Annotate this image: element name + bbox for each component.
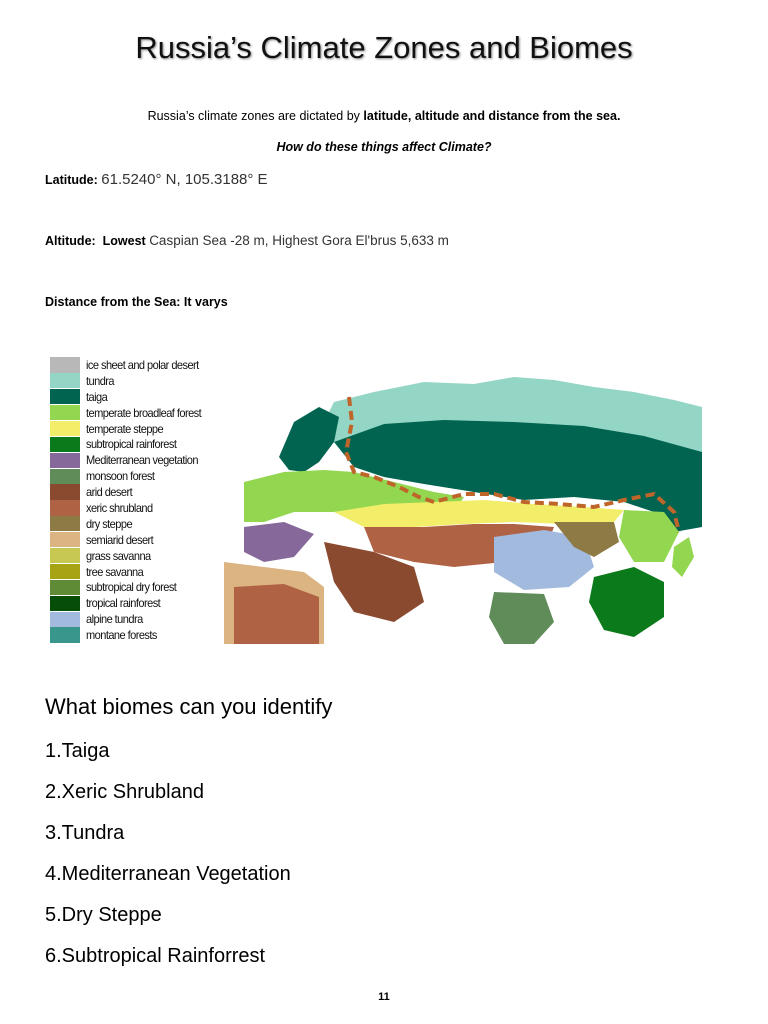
biome-list-item: 2.Xeric Shrubland — [45, 781, 204, 803]
intro-bold: latitude, altitude and distance from the sea. — [363, 109, 621, 123]
legend-label: subtropical dry forest — [86, 580, 177, 595]
question-text: How do these things affect Climate? — [276, 140, 492, 154]
legend-label: subtropical rainforest — [86, 437, 177, 452]
altitude-line — [45, 233, 449, 248]
latitude-label: Latitude: — [45, 173, 98, 187]
legend-item — [50, 468, 220, 484]
legend-label: xeric shrubland — [86, 500, 153, 515]
legend-label: tree savanna — [86, 564, 144, 579]
legend-swatch — [50, 469, 80, 484]
legend-swatch — [50, 373, 80, 388]
legend-swatch — [50, 564, 80, 579]
legend-item — [50, 500, 220, 516]
legend-label: ice sheet and polar desert — [86, 357, 199, 372]
legend-swatch — [50, 532, 80, 547]
biome-map — [224, 362, 704, 644]
legend-label: tropical rainforest — [86, 596, 161, 611]
legend-swatch — [50, 357, 80, 372]
biome-list-item: 1.Taiga — [45, 740, 110, 762]
legend-label: semiarid desert — [86, 532, 154, 547]
legend-item — [50, 373, 220, 389]
altitude-lowest-label: Lowest — [102, 234, 146, 248]
legend-item — [50, 357, 220, 373]
legend-label: monsoon forest — [86, 469, 155, 484]
legend-item — [50, 611, 220, 627]
legend-item — [50, 532, 220, 548]
altitude-value: Caspian Sea -28 m, Highest Gora El'brus 5,633 m — [149, 233, 449, 248]
intro-prefix: Russia’s climate zones are dictated by — [147, 109, 364, 123]
legend-item — [50, 579, 220, 595]
legend-item — [50, 436, 220, 452]
biome-list-item: 5.Dry Steppe — [45, 904, 162, 926]
latitude-line — [45, 171, 268, 188]
legend-swatch — [50, 421, 80, 436]
legend-swatch — [50, 516, 80, 531]
legend-item — [50, 421, 220, 437]
legend-label: Mediterranean vegetation — [86, 453, 198, 468]
legend-swatch — [50, 453, 80, 468]
legend-item — [50, 516, 220, 532]
legend-swatch — [50, 627, 80, 642]
page-number: 11 — [378, 991, 390, 1003]
legend-swatch — [50, 612, 80, 627]
legend-item — [50, 452, 220, 468]
legend-item — [50, 627, 220, 643]
distance-line: Distance from the Sea: It varys — [45, 295, 228, 309]
legend-swatch — [50, 580, 80, 595]
biomes-heading: What biomes can you identify — [45, 694, 333, 719]
legend-swatch — [50, 596, 80, 611]
page-title: Russia’s Climate Zones and Biomes — [135, 30, 633, 65]
legend-swatch — [50, 389, 80, 404]
legend-label: grass savanna — [86, 548, 151, 563]
legend-swatch — [50, 484, 80, 499]
legend-label: temperate steppe — [86, 421, 164, 436]
biome-list-item: 6.Subtropical Rainforrest — [45, 945, 266, 967]
legend-swatch — [50, 405, 80, 420]
legend-item — [50, 548, 220, 564]
latitude-value: 61.5240° N, 105.3188° E — [101, 171, 268, 188]
legend-item — [50, 405, 220, 421]
legend-label: alpine tundra — [86, 612, 143, 627]
legend-item — [50, 389, 220, 405]
legend-label: temperate broadleaf forest — [86, 405, 202, 420]
legend-label: tundra — [86, 373, 115, 388]
map-africa-desert — [234, 584, 319, 644]
legend-item — [50, 595, 220, 611]
legend-swatch — [50, 500, 80, 515]
legend-item — [50, 484, 220, 500]
legend-label: taiga — [86, 389, 108, 404]
legend-swatch — [50, 437, 80, 452]
biome-legend — [50, 357, 220, 643]
legend-label: montane forests — [86, 628, 157, 643]
legend-item — [50, 564, 220, 580]
biome-list-item: 3.Tundra — [45, 822, 125, 844]
legend-label: dry steppe — [86, 516, 133, 531]
legend-swatch — [50, 548, 80, 563]
biome-list-item: 4.Mediterranean Vegetation — [45, 863, 291, 885]
legend-label: arid desert — [86, 485, 133, 500]
intro-text — [0, 109, 768, 123]
altitude-label: Altitude: — [45, 234, 96, 248]
